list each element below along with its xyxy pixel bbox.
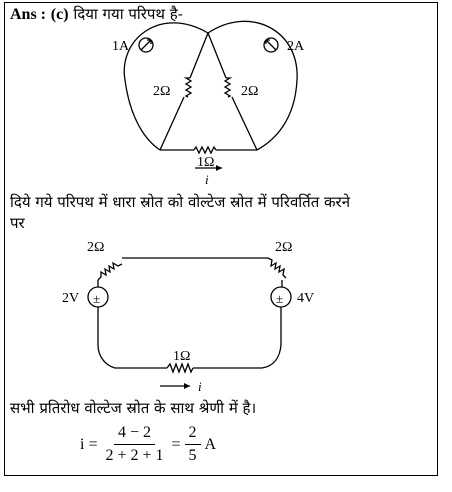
- c2-left-wire-lower: [98, 307, 167, 368]
- c2-resistor-bottom: [167, 364, 193, 372]
- label-1a: 1A: [112, 39, 130, 54]
- explanation-line-1: दिये गये परिपथ में धारा स्रोत को वोल्टेज स्रोत में परिवर्तित करने: [10, 193, 351, 211]
- fraction-2-denominator: 5: [188, 447, 197, 464]
- label-resistor-bottom: 1Ω: [197, 155, 215, 170]
- series-statement: सभी प्रतिरोध वोल्टेज स्रोत के साथ श्रेणी में है।: [10, 399, 257, 417]
- fraction-1: [101, 424, 167, 465]
- c2-label-resistor-top-right: 2Ω: [275, 240, 293, 255]
- c2-source-sign-right: ±: [276, 291, 284, 306]
- fraction-1-denominator: 2 + 2 + 1: [105, 447, 164, 464]
- left-diagonal-wire: [190, 33, 208, 78]
- circuit-diagram-1: [0, 0, 452, 200]
- formula-unit: A: [204, 435, 217, 453]
- c2-label-resistor-top-left: 2Ω: [87, 240, 105, 255]
- label-current-1: i: [205, 172, 209, 187]
- c2-resistor-top-left: [98, 263, 122, 280]
- c2-bottom-wire: [193, 307, 281, 368]
- formula-lhs: i =: [80, 435, 98, 453]
- label-2a: 2A: [287, 39, 305, 54]
- circuit-diagram-2: [0, 230, 452, 395]
- right-diagonal-wire: [208, 33, 226, 78]
- resistor-left-zigzag: [186, 78, 191, 97]
- resistor-1ohm-zigzag: [194, 147, 216, 153]
- fraction-2: [185, 424, 201, 465]
- answer-intro: दिया गया परिपथ है-: [73, 5, 183, 23]
- c2-resistor-top-right: [268, 258, 286, 278]
- c2-label-current: i: [198, 379, 202, 394]
- label-resistor-right: 2Ω: [241, 84, 259, 99]
- current-formula: [80, 424, 216, 465]
- current-source-right-arrow: [266, 40, 276, 50]
- explanation-line-2: पर: [10, 214, 25, 232]
- c2-label-source-left: 2V: [62, 291, 80, 306]
- answer-label: Ans :: [10, 6, 47, 23]
- resistor-right-zigzag: [225, 78, 230, 97]
- c2-source-sign-left: ±: [93, 291, 101, 306]
- c2-label-resistor-bottom: 1Ω: [173, 349, 191, 364]
- fraction-2-numerator: 2: [185, 424, 201, 445]
- current-source-left-arrow: [141, 40, 151, 50]
- label-resistor-left: 2Ω: [153, 84, 171, 99]
- answer-option: (c): [50, 6, 69, 23]
- fraction-1-numerator: 4 − 2: [114, 424, 155, 445]
- c2-label-source-right: 4V: [297, 291, 315, 306]
- formula-equals: =: [171, 435, 181, 453]
